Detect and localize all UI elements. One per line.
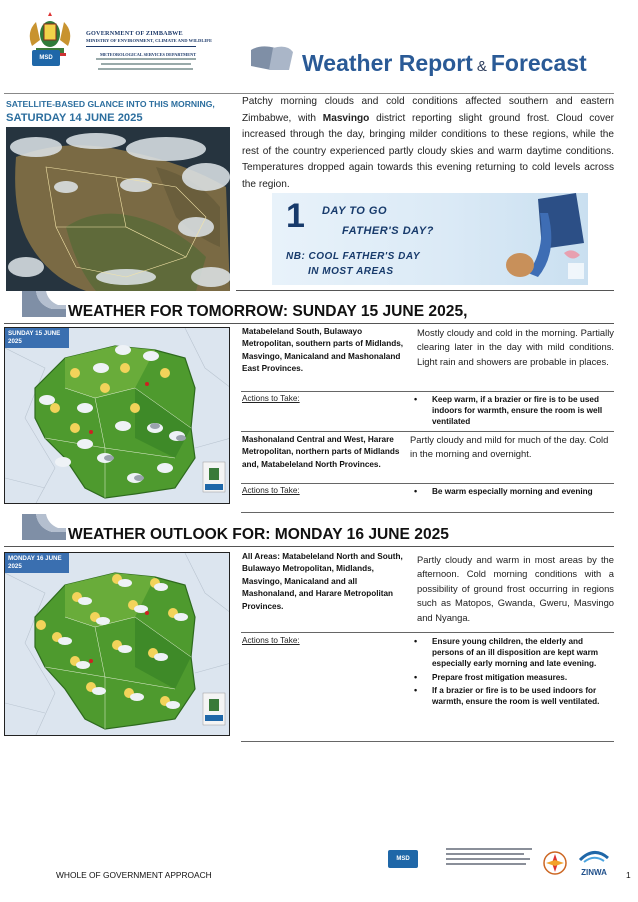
intro-bold-district: Masvingo — [322, 112, 370, 124]
satellite-date: SATURDAY 14 JUNE 2025 — [6, 112, 143, 124]
msd-logo: MSD — [32, 50, 60, 66]
footer-text: WHOLE OF GOVERNMENT APPROACH — [56, 870, 212, 880]
outlook-map — [4, 552, 230, 736]
tomorrow-row2-desc: Partly cloudy and mild for much of the day. Cold in the morning and overnight. — [410, 434, 609, 460]
banner-line-2: FATHER'S DAY? — [342, 225, 434, 237]
outlook-action-2: • Prepare frost mitigation measures. — [414, 672, 612, 683]
title-part-1: Weather Report — [302, 50, 473, 76]
section1-tab-icon — [22, 291, 68, 317]
outlook-action-1: • Ensure young children, the elderly and persons of an ill disposition are kept warm especially early morning and late evening. — [414, 636, 612, 670]
outlook-action-3: • If a brazier or fire is to be used indoors for warmth, ensure the room is well ventilated. — [414, 685, 612, 707]
tomorrow-row2-rule — [241, 483, 614, 484]
outlook-actions-label: Actions to Take: — [242, 636, 300, 645]
fathers-day-banner — [272, 193, 588, 285]
outlook-actions — [414, 636, 612, 709]
dept-name: METEOROLOGICAL SERVICES DEPARTMENT — [100, 52, 197, 57]
outlook-bottom-rule — [241, 741, 614, 742]
civil-protection-logo — [543, 851, 567, 875]
gift-illustration — [498, 193, 588, 285]
gov-line-1: GOVERNMENT OF ZIMBABWE — [86, 30, 183, 37]
tomorrow-row1-action-1: • Keep warm, if a brazier or fire is to be used indoors for warmth, ensure the room is well ventilated — [414, 394, 614, 428]
title-ampersand: & — [476, 58, 487, 75]
tomorrow-title: WEATHER FOR TOMORROW: SUNDAY 15 JUNE 2025, — [68, 303, 468, 320]
tomorrow-row2-actions — [414, 486, 614, 499]
zinwa-text: ZINWA — [581, 868, 607, 877]
intro-paragraph — [242, 94, 614, 194]
outlook-region: All Areas: Matabeleland North and South, Bulawayo Metropolitan, Midlands, Masvingo, Manicaland and all Mashonaland, and Harare Metropolitan Provinces. — [242, 552, 403, 611]
tomorrow-row1-region: Matabeleland South, Bulawayo Metropolitan, southern parts of Midlands, Masvingo, Manicaland and Mashonaland East Provinces. — [242, 327, 404, 374]
banner-line-4: IN MOST AREAS — [308, 266, 394, 277]
tomorrow-map-label: SUNDAY 15 JUNE 2025 — [5, 328, 69, 348]
zinwa-logo — [574, 848, 614, 876]
tomorrow-bottom-rule — [241, 512, 614, 513]
satellite-caption-text: SATELLITE-BASED GLANCE INTO THIS MORNING, — [6, 99, 215, 109]
tomorrow-row1-actions — [414, 394, 614, 430]
outlook-desc: Partly cloudy and warm in most areas by the afternoon. Cold morning conditions with a possibility of ground frost occurring in regions such as Matopos, Gwanda, Gweru, Masvingo and Nyanga. — [417, 554, 614, 623]
outlook-map-label: MONDAY 16 JUNE 2025 — [5, 553, 69, 573]
title-part-2: Forecast — [490, 50, 587, 76]
intro-text-1: Patchy morning clouds and cold conditions affected southern and eastern Zimbabwe, with — [242, 96, 614, 124]
tomorrow-row2-action-1: • Be warm especially morning and evening — [414, 486, 614, 497]
satellite-image — [6, 127, 230, 291]
tomorrow-row1-rule — [241, 391, 614, 392]
page-title — [302, 50, 587, 77]
outlook-rule — [241, 632, 614, 633]
tomorrow-row1-actions-label: Actions to Take: — [242, 394, 300, 403]
tomorrow-row1-desc: Mostly cloudy and cold in the morning. Partially clearing later in the day with mild conditions. Light rain and showers are probable in places. — [417, 327, 614, 367]
cloud-logo-icon — [249, 44, 295, 72]
tomorrow-map — [4, 327, 230, 504]
page-number: 1 — [626, 870, 631, 880]
footer-partner-text — [446, 848, 538, 865]
tomorrow-row2-region: Mashonaland Central and West, Harare Metropolitan, northern parts of Midlands and, Matabeleland North Provinces. — [242, 435, 400, 469]
gov-line-2: MINISTRY OF ENVIRONMENT, CLIMATE AND WILDLIFE — [86, 38, 213, 43]
header-divider — [86, 46, 196, 47]
tomorrow-row2-actions-label: Actions to Take: — [242, 486, 300, 495]
intro-bottom-rule — [236, 290, 614, 291]
section2-rule — [4, 546, 614, 547]
satellite-caption — [6, 97, 215, 125]
outlook-title: WEATHER OUTLOOK FOR: MONDAY 16 JUNE 2025 — [68, 526, 449, 543]
banner-number: 1 — [286, 197, 306, 235]
banner-line-1: DAY TO GO — [322, 205, 388, 217]
section1-rule — [4, 323, 614, 324]
section2-tab-icon — [22, 514, 68, 540]
tomorrow-row2-rule-top — [241, 431, 614, 432]
banner-line-3: NB: COOL FATHER'S DAY — [286, 251, 420, 262]
intro-text-2: district reporting slight ground frost. Cloud cover increased through the day, bringing milder conditions to these regions, while the rest of the country experienced partly cloudy skies and warm daytime conditions. Temperatures dropped again towards this evening returning to cold levels across the region. — [242, 112, 614, 190]
footer-msd-logo: MSD — [388, 850, 418, 868]
address-block — [96, 58, 206, 70]
